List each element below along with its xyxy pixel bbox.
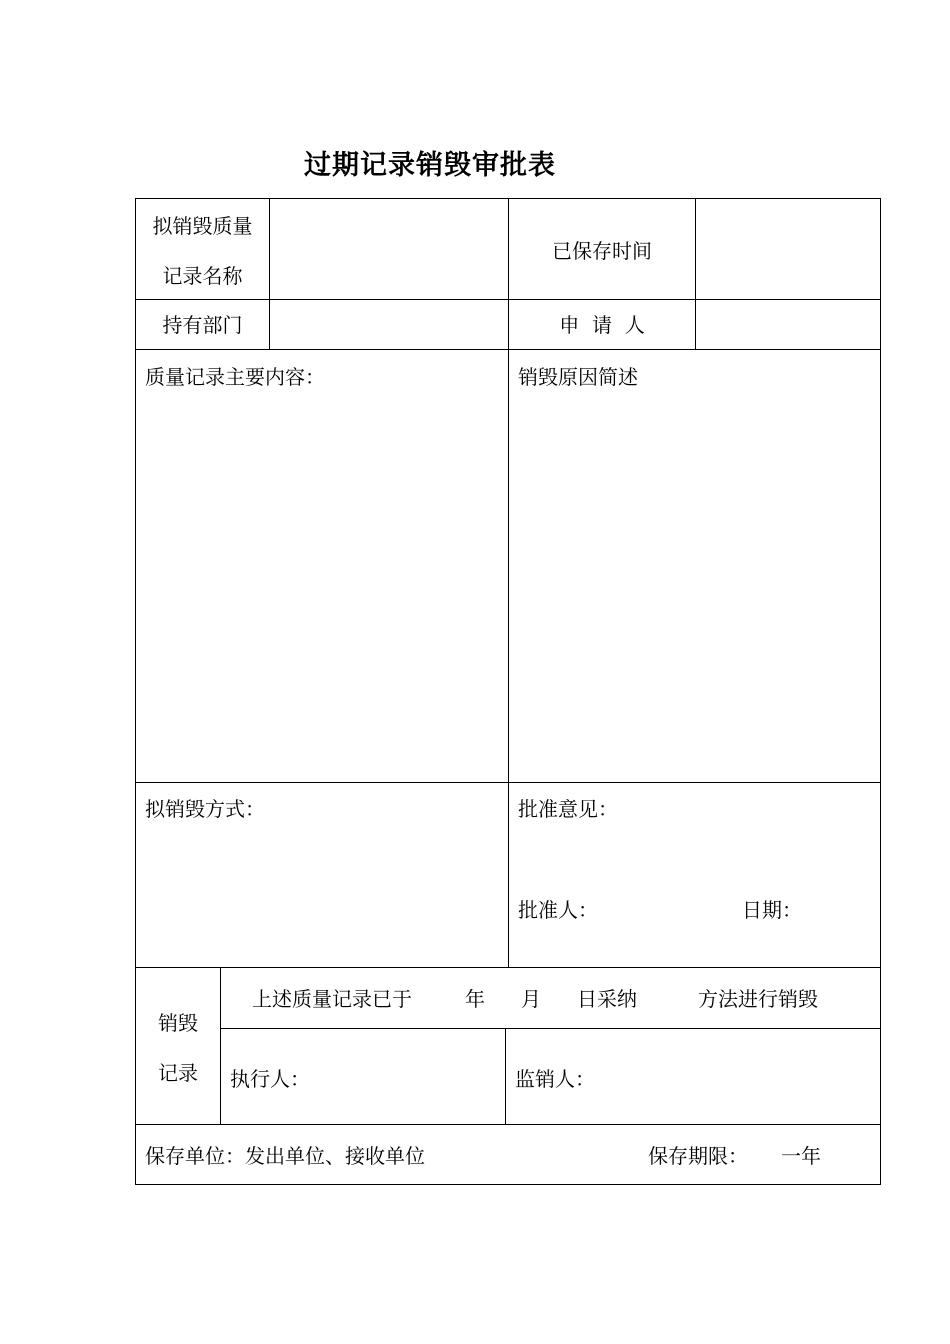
record-label-line1: 销毁 — [158, 1011, 198, 1035]
saved-time-label: 已保存时间 — [552, 239, 652, 263]
dept-label: 持有部门 — [162, 313, 243, 337]
page-title: 过期记录销毁审批表 — [304, 150, 556, 181]
keeping-period-label: 保存期限： — [648, 1144, 748, 1168]
row-divider-5 — [220, 1028, 881, 1029]
row-divider-4 — [136, 967, 881, 968]
method-label: 拟销毁方式： — [145, 797, 265, 821]
statement-method-end: 方法进行销毁 — [698, 987, 818, 1011]
record-label-line2: 记录 — [158, 1061, 198, 1085]
record-name-label-line2: 记录名称 — [162, 264, 243, 288]
col-divider-a — [269, 199, 270, 349]
col-divider-e — [505, 1028, 506, 1124]
content-label: 质量记录主要内容： — [145, 365, 325, 389]
keeping-unit-text: 保存单位：发出单位、接收单位 — [145, 1144, 425, 1168]
keeping-period-value: 一年 — [781, 1144, 821, 1168]
col-divider-d — [220, 967, 221, 1124]
applicant-label: 申 请 人 — [559, 313, 645, 337]
executor-label: 执行人： — [230, 1067, 310, 1091]
row-divider-6 — [136, 1124, 881, 1125]
approval-label: 批准意见： — [518, 797, 618, 821]
approval-form-table — [135, 198, 881, 1185]
statement-day-method: 日采纳 — [577, 987, 637, 1011]
approver-label: 批准人： — [518, 898, 598, 922]
statement-year: 年 — [465, 987, 485, 1011]
record-name-label-line1: 拟销毁质量 — [152, 214, 253, 238]
col-divider-c — [695, 199, 696, 349]
statement-part1: 上述质量记录已于 — [252, 987, 412, 1011]
approval-date-label: 日期： — [742, 898, 802, 922]
statement-month: 月 — [521, 987, 541, 1011]
reason-label: 销毁原因简述 — [518, 365, 638, 389]
supervisor-label: 监销人： — [515, 1067, 595, 1091]
